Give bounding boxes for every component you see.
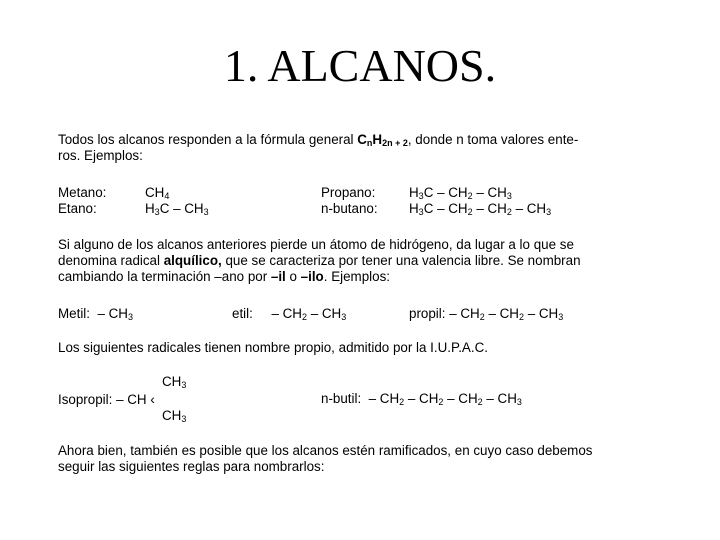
propano-formula: $H_3C - CH_2 - CH_3$	[409, 185, 512, 201]
metano-label: Metano:	[58, 185, 107, 200]
nbutano-label: n-butano:	[321, 201, 378, 216]
nbutil-label: n-butil:	[321, 391, 362, 406]
propil-label: propil:	[409, 306, 446, 321]
closing-line-1: Ahora bien, también es posible que los alcanos estén ramificados, en cuyo caso debemos	[58, 443, 593, 458]
radical-text: . Ejemplos:	[323, 269, 390, 284]
isopropil-lower-ch3: $CH_3$	[162, 408, 187, 424]
il-term: –il	[270, 269, 286, 284]
intro-line-2: ros. Ejemplos:	[58, 148, 143, 163]
etil-entry: etil: – $CH_2 - CH_3$	[232, 306, 347, 322]
radical-line-3	[58, 269, 390, 285]
closing-line-2: seguir las siguientes reglas para nombrarlos:	[58, 459, 325, 474]
formula-c: C	[357, 132, 367, 147]
nbutano-formula: $H_3C - CH_2 - CH_2 - CH_3$	[409, 201, 552, 217]
intro-text-after: , donde n toma valores ente-	[407, 132, 579, 147]
radical-line-1: Si alguno de los alcanos anteriores pierde un átomo de hidrógeno, da lugar a lo que se	[58, 237, 574, 252]
formula-n-subscript: n	[366, 138, 373, 148]
alquilico-term: alquílico,	[163, 253, 222, 268]
metano-formula: $CH_4$	[145, 185, 170, 201]
isopropil-upper-ch3: $CH_3$	[162, 374, 187, 390]
nbutil-entry: n-butil: – $CH_2 - CH_2 - CH_2 - CH_3$	[321, 391, 522, 407]
propano-label: Propano:	[321, 185, 376, 200]
metil-entry: Metil: – $CH_3$	[58, 306, 133, 322]
branch-bracket-icon: ‹	[150, 391, 155, 407]
iupac-line: Los siguientes radicales tienen nombre propio, admitido por la I.U.P.A.C.	[58, 340, 488, 355]
isopropil-entry: Isopropil: – CH ‹	[58, 391, 155, 407]
radical-text: o	[285, 269, 301, 284]
intro-line-1	[58, 132, 578, 148]
formula-2n2-subscript: 2n + 2	[382, 138, 408, 148]
etano-label: Etano:	[58, 201, 97, 216]
radical-text: denomina radical	[58, 253, 164, 268]
propil-entry: propil: – $CH_2 - CH_2 - CH_3$	[409, 306, 564, 322]
page-title: 1. ALCANOS.	[223, 40, 497, 91]
etano-formula: $H_3C - CH_3$	[145, 201, 209, 217]
radical-line-2	[58, 253, 581, 269]
formula-h: H	[372, 132, 383, 147]
etil-label: etil:	[232, 306, 253, 321]
radical-text: cambiando la terminación –ano por	[58, 269, 271, 284]
metil-label: Metil:	[58, 306, 90, 321]
radical-text: que se caracteriza por tener una valencia libre. Se nombran	[221, 253, 581, 268]
isopropil-label: Isopropil:	[58, 392, 113, 407]
ilo-term: –ilo	[300, 269, 324, 284]
intro-text: Todos los alcanos responden a la fórmula general	[58, 132, 358, 147]
